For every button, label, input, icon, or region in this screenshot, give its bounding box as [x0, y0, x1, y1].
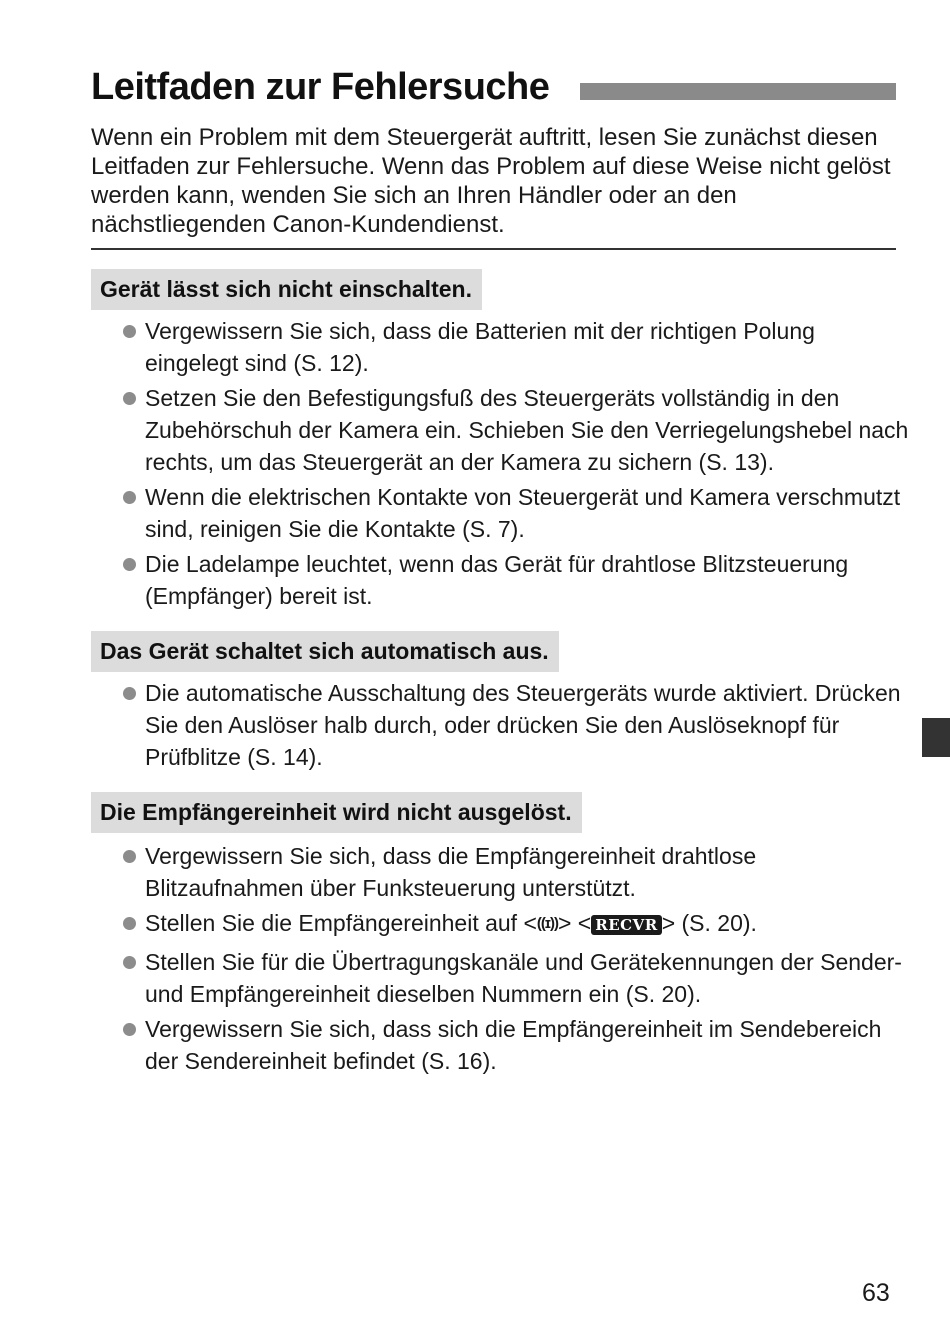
list-item-text: Die automatische Ausschaltung des Steuergeräts wurde aktiviert. Drücken Sie den Auslöser halb durch, oder drücken Sie den Auslöseknopf für Prüfblitze (S. 14).: [145, 680, 901, 770]
list-item-text-prefix: Stellen Sie die Empfängereinheit auf <: [145, 910, 537, 936]
list-item-text: Wenn die elektrischen Kontakte von Steuergerät und Kamera verschmutzt sind, reinigen Sie die Kontakte (S. 7).: [145, 484, 901, 542]
bullet-icon: [123, 956, 136, 969]
bullet-icon: [123, 392, 136, 405]
list-item: [91, 907, 911, 943]
list-item-text: Setzen Sie den Befestigungsfuß des Steuergeräts vollständig in den Zubehörschuh der Kamera ein. Schieben Sie den Verriegelungshebel nach rechts, um das Steuergerät an der Kamera zu sichern (S. 13).: [145, 385, 909, 475]
list-item: [91, 840, 911, 904]
list-item: [91, 1013, 911, 1077]
bullet-icon: [123, 687, 136, 700]
section-receiver-not-firing: [91, 792, 911, 1077]
list-item: [91, 548, 911, 612]
bullet-icon: [123, 558, 136, 571]
section-heading: Gerät lässt sich nicht einschalten.: [91, 269, 482, 310]
page-title: Leitfaden zur Fehlersuche: [91, 66, 550, 108]
list-item: [91, 315, 911, 379]
section-power-on: [91, 269, 911, 612]
bullet-list: [91, 840, 911, 1077]
recvr-mode-icon: RECVR: [591, 915, 661, 935]
list-item: [91, 382, 911, 478]
section-auto-power-off: [91, 631, 911, 773]
list-item: [91, 946, 911, 1010]
divider-rule: [91, 248, 896, 250]
section-heading: Das Gerät schaltet sich automatisch aus.: [91, 631, 559, 672]
intro-paragraph: Wenn ein Problem mit dem Steuergerät auftritt, lesen Sie zunächst diesen Leitfaden zur Fehlersuche. Wenn das Problem auf diese Weise nicht gelöst werden kann, wenden Sie sich an Ihren Händler oder an den nächstliegenden Canon-Kundendienst.: [91, 124, 891, 238]
title-row: [91, 62, 896, 112]
bullet-icon: [123, 917, 136, 930]
section-heading: Die Empfängereinheit wird nicht ausgelöst.: [91, 792, 582, 833]
bullet-icon: [123, 1023, 136, 1036]
bullet-icon: [123, 325, 136, 338]
chapter-thumb-tab: [922, 718, 950, 757]
list-item-text: Die Ladelampe leuchtet, wenn das Gerät für drahtlose Blitzsteuerung (Empfänger) bereit ist.: [145, 551, 849, 609]
wireless-radio-icon: ((ɪ)): [536, 915, 558, 932]
bullet-list: [91, 315, 911, 612]
list-item: [91, 677, 911, 773]
list-item-text: Stellen Sie für die Übertragungskanäle und Gerätekennungen der Sender- und Empfängereinheit dieselben Nummern ein (S. 20).: [145, 949, 902, 1007]
list-item-text: Vergewissern Sie sich, dass die Batterien mit der richtigen Polung eingelegt sind (S. 12).: [145, 318, 815, 376]
list-item-text-suffix: > (S. 20).: [661, 910, 757, 936]
page-number: 63: [862, 1279, 890, 1307]
list-item-text: Vergewissern Sie sich, dass die Empfängereinheit drahtlose Blitzaufnahmen über Funksteuerung unterstützt.: [145, 843, 757, 901]
title-decoration-bar: [580, 83, 896, 100]
list-item-text: Vergewissern Sie sich, dass sich die Empfängereinheit im Sendebereich der Sendereinheit befindet (S. 16).: [145, 1016, 882, 1074]
list-item-text-middle: > <: [557, 910, 592, 936]
list-item: [91, 481, 911, 545]
bullet-icon: [123, 491, 136, 504]
bullet-icon: [123, 850, 136, 863]
bullet-list: [91, 677, 911, 773]
